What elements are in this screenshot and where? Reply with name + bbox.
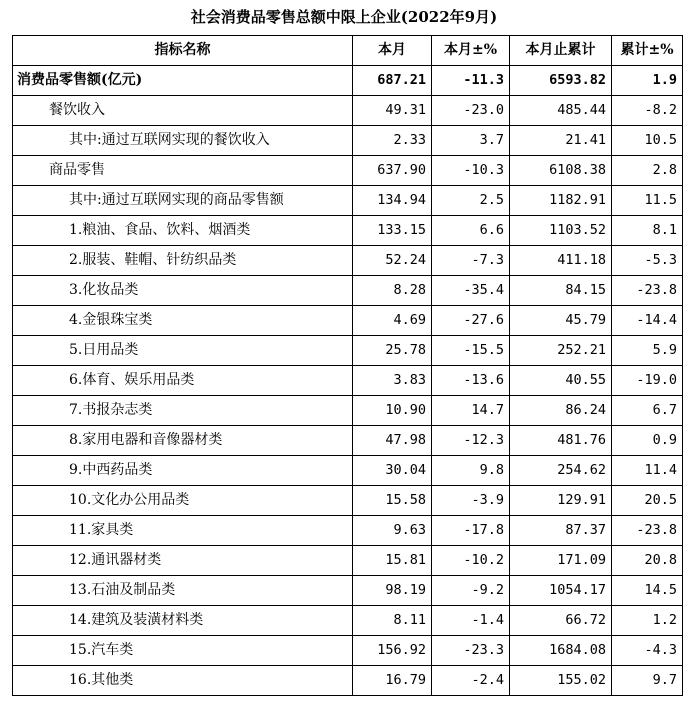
row-current-month: 4.69 [353,306,432,336]
row-cumulative-change: 20.5 [612,486,683,516]
row-current-month: 134.94 [353,186,432,216]
row-indicator-name: 2.服装、鞋帽、针纺织品类 [13,246,353,276]
row-current-month-change: -11.3 [432,66,510,96]
row-cumulative: 21.41 [510,126,612,156]
header-indicator-name: 指标名称 [13,36,353,66]
row-cumulative: 84.15 [510,276,612,306]
row-current-month: 15.81 [353,546,432,576]
row-indicator-name: 16.其他类 [13,666,353,696]
row-current-month: 8.11 [353,606,432,636]
row-indicator-name: 13.石油及制品类 [13,576,353,606]
row-indicator-name: 10.文化办公用品类 [13,486,353,516]
row-current-month: 25.78 [353,336,432,366]
row-cumulative-change: 11.4 [612,456,683,486]
row-cumulative-change: 0.9 [612,426,683,456]
table-row [13,276,683,306]
row-current-month: 9.63 [353,516,432,546]
table-row [13,636,683,666]
row-current-month-change: -17.8 [432,516,510,546]
row-cumulative-change: 5.9 [612,336,683,366]
row-indicator-name: 6.体育、娱乐用品类 [13,366,353,396]
table-row [13,96,683,126]
row-cumulative-change: 2.8 [612,156,683,186]
table-row [13,396,683,426]
row-cumulative: 1684.08 [510,636,612,666]
row-indicator-name: 餐饮收入 [13,96,353,126]
row-current-month-change: 14.7 [432,396,510,426]
row-cumulative: 155.02 [510,666,612,696]
row-indicator-name: 8.家用电器和音像器材类 [13,426,353,456]
table-row [13,186,683,216]
row-current-month: 30.04 [353,456,432,486]
row-indicator-name: 其中:通过互联网实现的餐饮收入 [13,126,353,156]
row-cumulative-change: 10.5 [612,126,683,156]
row-cumulative: 45.79 [510,306,612,336]
row-cumulative: 87.37 [510,516,612,546]
row-cumulative: 171.09 [510,546,612,576]
row-cumulative: 6108.38 [510,156,612,186]
table-title: 社会消费品零售总额中限上企业(2022年9月) [190,8,498,26]
table-row [13,336,683,366]
row-current-month-change: 9.8 [432,456,510,486]
table-row [13,516,683,546]
row-current-month-change: -1.4 [432,606,510,636]
row-cumulative-change: -4.3 [612,636,683,666]
row-current-month-change: -13.6 [432,366,510,396]
row-current-month-change: -23.0 [432,96,510,126]
row-current-month-change: -35.4 [432,276,510,306]
row-indicator-name: 11.家具类 [13,516,353,546]
row-cumulative-change: 1.9 [612,66,683,96]
row-current-month-change: -23.3 [432,636,510,666]
row-current-month: 52.24 [353,246,432,276]
row-current-month-change: -10.2 [432,546,510,576]
table-row [13,426,683,456]
table-row [13,156,683,186]
row-cumulative: 481.76 [510,426,612,456]
row-indicator-name: 其中:通过互联网实现的商品零售额 [13,186,353,216]
row-cumulative-change: 6.7 [612,396,683,426]
table-row [13,126,683,156]
row-cumulative-change: -5.3 [612,246,683,276]
row-cumulative-change: 20.8 [612,546,683,576]
header-cumulative-change: 累计±% [612,36,683,66]
table-row [13,546,683,576]
row-current-month: 8.28 [353,276,432,306]
row-cumulative: 252.21 [510,336,612,366]
table-row [13,66,683,96]
row-current-month-change: -27.6 [432,306,510,336]
table-row [13,486,683,516]
row-indicator-name: 4.金银珠宝类 [13,306,353,336]
row-cumulative-change: -23.8 [612,276,683,306]
row-current-month-change: -7.3 [432,246,510,276]
row-current-month: 49.31 [353,96,432,126]
header-row [13,36,683,66]
row-indicator-name: 12.通讯器材类 [13,546,353,576]
row-cumulative-change: -8.2 [612,96,683,126]
table-row [13,366,683,396]
row-cumulative: 1103.52 [510,216,612,246]
row-current-month-change: -2.4 [432,666,510,696]
row-cumulative-change: 14.5 [612,576,683,606]
row-current-month: 15.58 [353,486,432,516]
row-indicator-name: 5.日用品类 [13,336,353,366]
row-cumulative-change: -19.0 [612,366,683,396]
row-current-month: 47.98 [353,426,432,456]
row-current-month-change: -10.3 [432,156,510,186]
row-cumulative: 66.72 [510,606,612,636]
row-cumulative-change: -23.8 [612,516,683,546]
table-row [13,246,683,276]
row-indicator-name: 15.汽车类 [13,636,353,666]
row-current-month: 133.15 [353,216,432,246]
row-current-month-change: -3.9 [432,486,510,516]
row-current-month-change: -12.3 [432,426,510,456]
row-current-month: 637.90 [353,156,432,186]
row-cumulative: 254.62 [510,456,612,486]
table-row [13,606,683,636]
row-current-month: 16.79 [353,666,432,696]
row-cumulative-change: -14.4 [612,306,683,336]
row-indicator-name: 消费品零售额(亿元) [13,66,353,96]
retail-sales-table [12,35,683,696]
row-cumulative: 6593.82 [510,66,612,96]
table-row [13,306,683,336]
row-current-month: 687.21 [353,66,432,96]
row-cumulative: 86.24 [510,396,612,426]
row-current-month-change: -9.2 [432,576,510,606]
row-indicator-name: 7.书报杂志类 [13,396,353,426]
row-cumulative: 129.91 [510,486,612,516]
row-indicator-name: 商品零售 [13,156,353,186]
table-row [13,576,683,606]
row-current-month-change: -15.5 [432,336,510,366]
header-current-month-change: 本月±% [432,36,510,66]
row-cumulative: 485.44 [510,96,612,126]
header-current-month: 本月 [353,36,432,66]
table-row [13,456,683,486]
table-row [13,666,683,696]
row-current-month: 10.90 [353,396,432,426]
header-cumulative: 本月止累计 [510,36,612,66]
row-current-month: 3.83 [353,366,432,396]
row-cumulative-change: 8.1 [612,216,683,246]
row-current-month: 156.92 [353,636,432,666]
row-indicator-name: 1.粮油、食品、饮料、烟酒类 [13,216,353,246]
row-current-month-change: 3.7 [432,126,510,156]
row-cumulative: 1182.91 [510,186,612,216]
table-body [13,66,683,696]
row-cumulative: 40.55 [510,366,612,396]
row-indicator-name: 3.化妆品类 [13,276,353,306]
row-indicator-name: 9.中西药品类 [13,456,353,486]
row-indicator-name: 14.建筑及装潢材料类 [13,606,353,636]
row-cumulative: 1054.17 [510,576,612,606]
row-cumulative-change: 9.7 [612,666,683,696]
table-row [13,216,683,246]
row-current-month-change: 6.6 [432,216,510,246]
row-current-month: 2.33 [353,126,432,156]
row-current-month-change: 2.5 [432,186,510,216]
row-cumulative-change: 11.5 [612,186,683,216]
row-cumulative: 411.18 [510,246,612,276]
row-cumulative-change: 1.2 [612,606,683,636]
row-current-month: 98.19 [353,576,432,606]
